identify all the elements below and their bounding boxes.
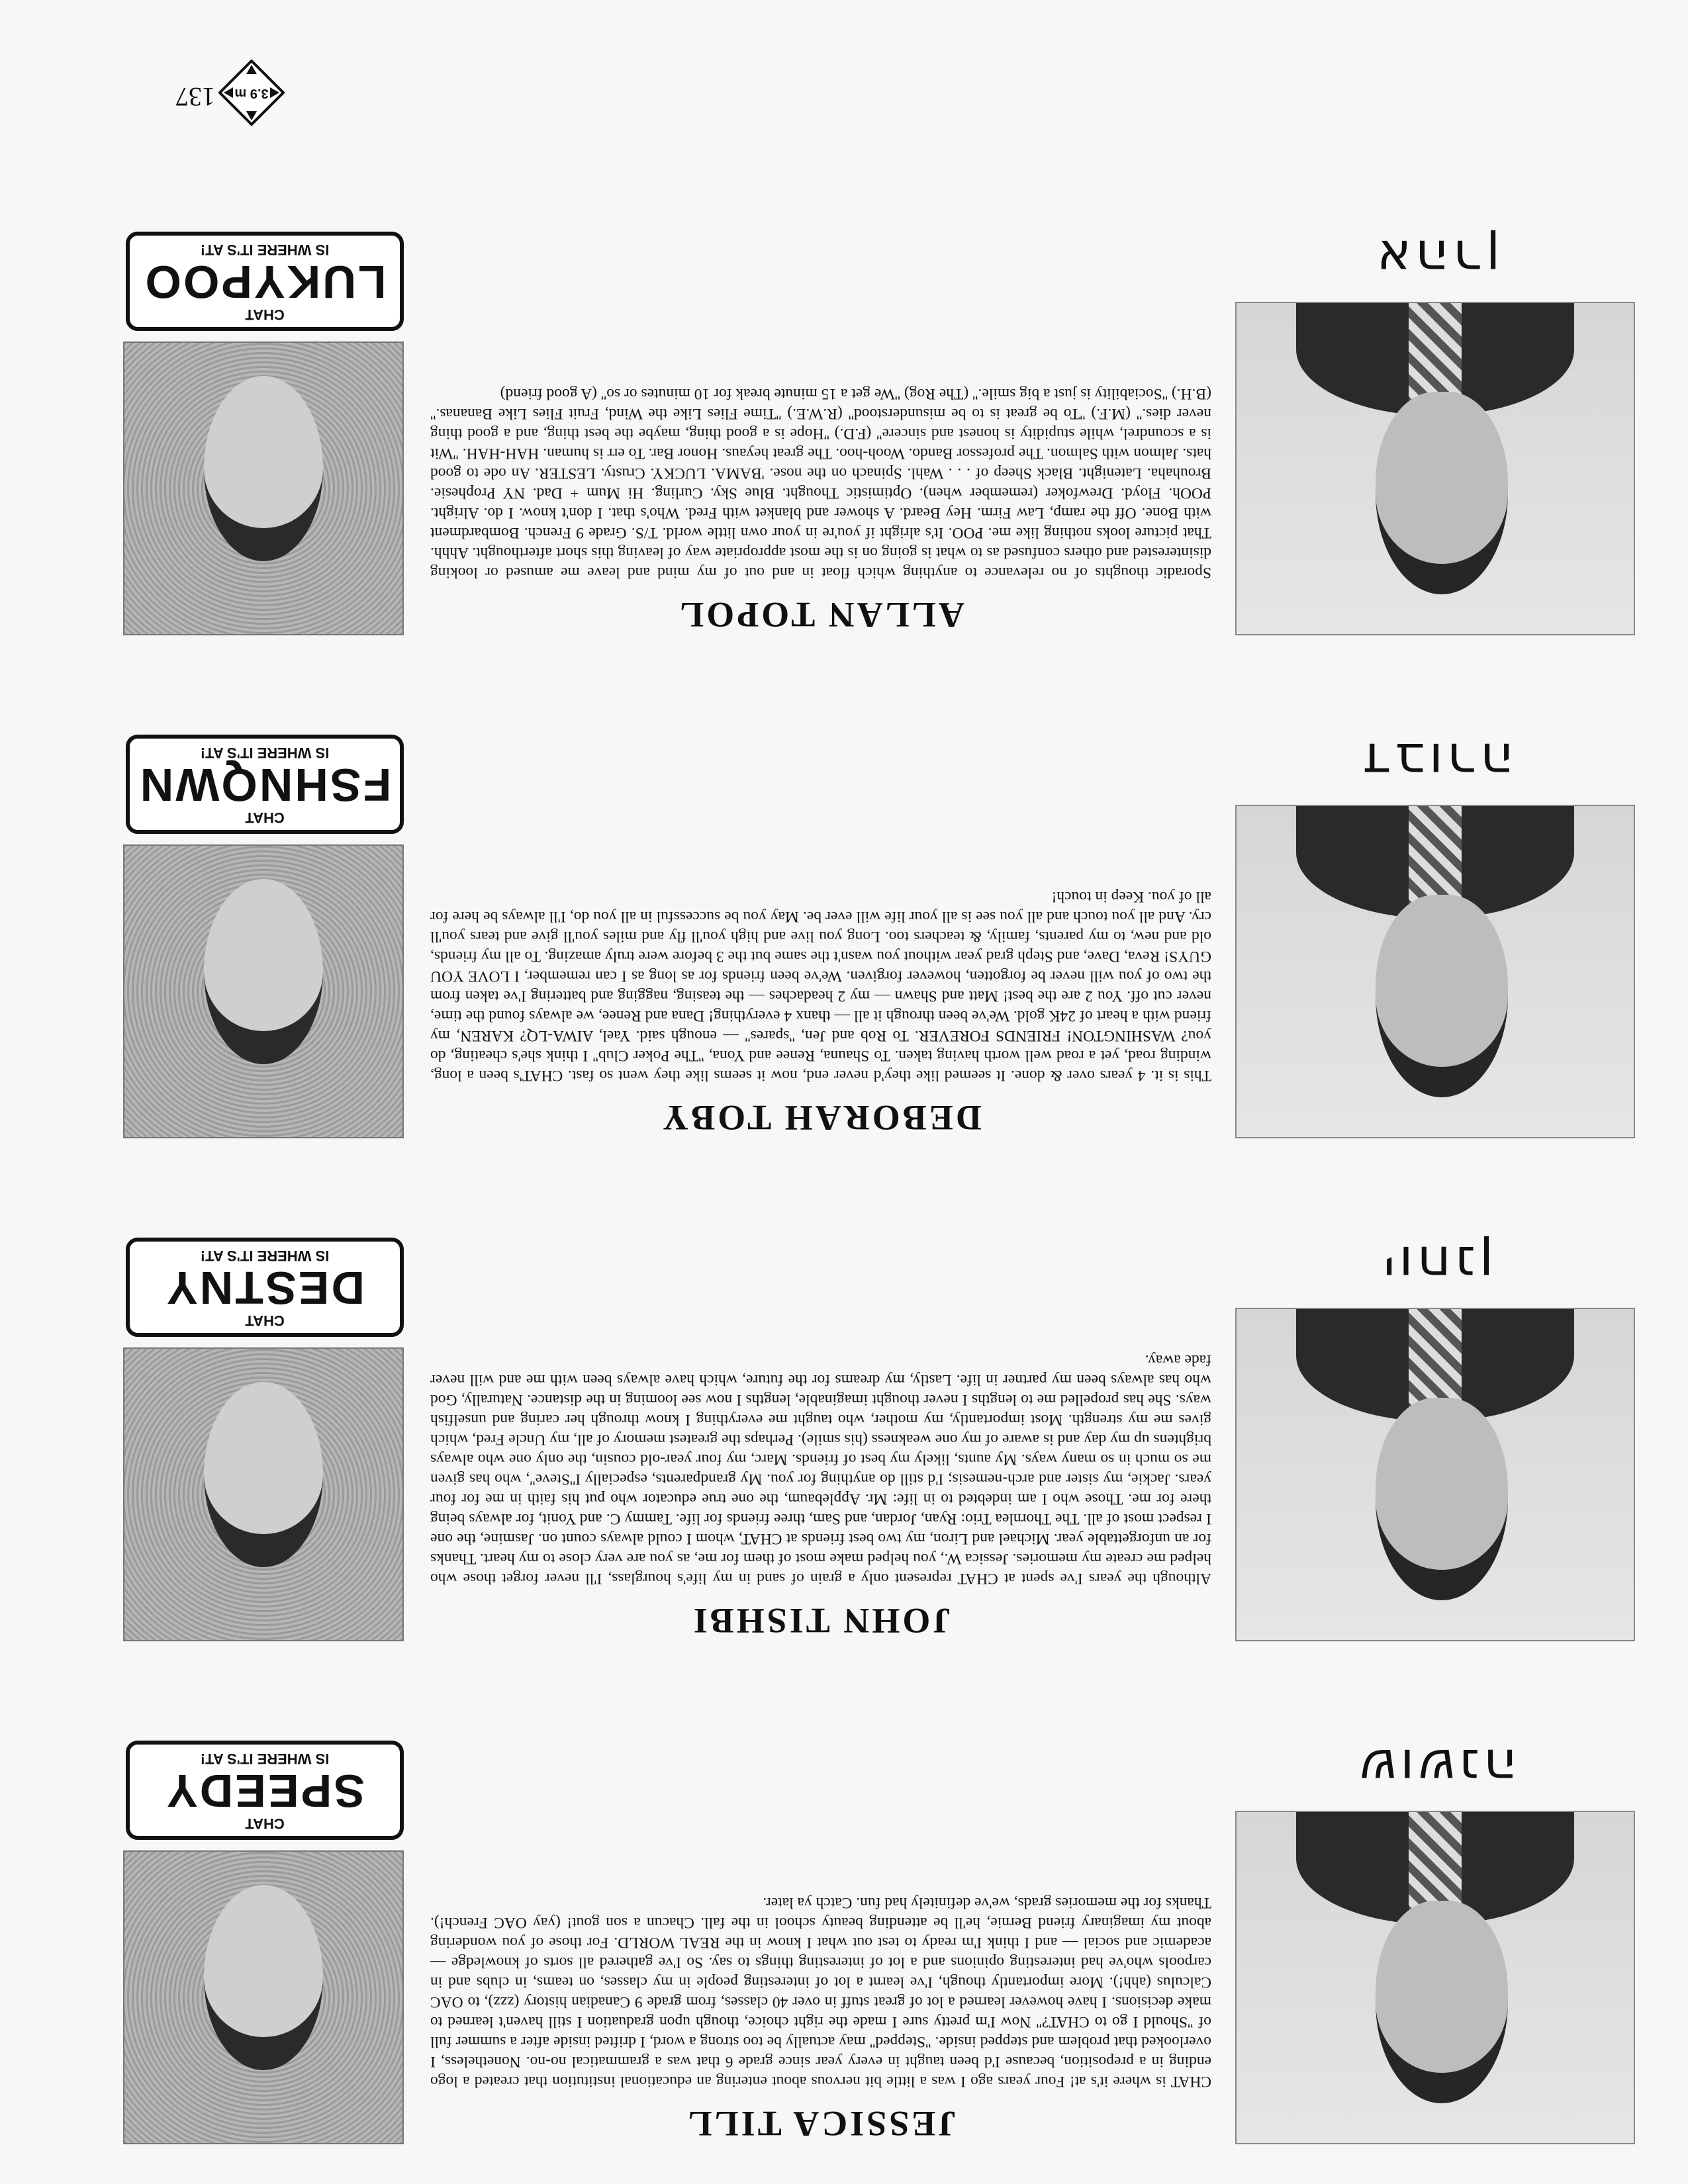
- grad-entry-jessica-till: [0, 1688, 1688, 2158]
- marker-label: 3.9 m: [234, 86, 269, 101]
- license-plate: [126, 1741, 404, 1840]
- plate-top-text: CHAT: [245, 809, 285, 826]
- plate-bottom-text: IS WHERE IT'S AT!: [200, 745, 330, 761]
- plate-nickname: DESTNY: [165, 1262, 365, 1314]
- plate-top-text: CHAT: [245, 306, 285, 323]
- four-way-arrow-icon: [218, 60, 285, 126]
- plate-nickname: SPEEDY: [165, 1765, 365, 1817]
- plate-nickname: FSHNQWN: [138, 759, 392, 811]
- plate-nickname: LUKYPOO: [143, 256, 387, 308]
- grad-entry-allan-topol: [0, 179, 1688, 649]
- hebrew-name: אהרן: [1372, 228, 1501, 288]
- grad-portrait: [1235, 805, 1635, 1138]
- student-bio: Although the years I've spent at CHAT represent only a grain of sand in my life's hourglass, I'll never forget those who helped me create my memories. Jessica W., you helped make most of them for me, as you are very close to my heart. Thanks for an unforgettable year. Michael and Liron, my two best friends at CHAT, whom I could always count on. Jasmine, the one I respect most of all. The Thornlea Trio: Ryan, Jordan, and Sam, three friends for life. Tammy C. and Yonit, for always being there for me. Those who I am indebted to in life: Mr. Applebaum, the one true educator who put his faith in me for four years. Jackie, my sister and arch-nemesis; I'd still do anything for you. My grandparents, especially I''Steve'', who has given me so much in so many ways. My aunts, likely my best of friends. Marc, my four year-old cousin, the only one who always brightens up my day and is aware of my one weakness (his smile). Perhaps the greatest memory of all, my Uncle Fred, which gives me my strength. Most importantly, my mother, who taught me everything I know through her caring and unselfish ways. She has propelled me to lengths I never thought imaginable, lengths I now see looming in the distance. Naturally, God who has always been my partner in life. Lastly, my dreams for the future, which have always been with me and will never fade away.: [430, 1351, 1211, 1587]
- hebrew-name: שושנה: [1356, 1737, 1517, 1797]
- page-number: 137: [175, 82, 215, 112]
- childhood-photo: [123, 844, 404, 1138]
- license-plate: [126, 232, 404, 331]
- childhood-photo: [123, 1347, 404, 1641]
- student-name: JOHN TISHBI: [690, 1601, 951, 1641]
- plate-top-text: CHAT: [245, 1815, 285, 1832]
- hebrew-name: יוחנן: [1379, 1234, 1494, 1294]
- license-plate: [126, 735, 404, 834]
- student-name: DEBORAH TOBY: [660, 1098, 982, 1138]
- plate-bottom-text: IS WHERE IT'S AT!: [200, 242, 330, 258]
- plate-bottom-text: IS WHERE IT'S AT!: [200, 1751, 330, 1767]
- student-bio: This is it. 4 years over & done. It seemed like they'd never end, now it seems like they went so fast. CHAT's been a long, winding road, yet a road well worth having taken. To Shauna, Renee and Yona, ''The Poker Club'' I think she's cheating, do you? WASHINGTON! FRIENDS FOREVER. To Rob and Jen, ''spares'' — enough said. Yael, AIWA-LQ? KAREN, my friend with a heart of 24K gold. We've been through it all — thanx 4 everything! Dana and Renee, we always found the time, never cut off. You 2 are the best! Matt and Shawn — my 2 headaches — the teasing, nagging and battering I've taken from the two of you will never be forgotten, however forgiven. We've been friends for as long as I can remember, I LOVE YOU GUYS! Reva, Dave, and Steph grad year without you wasn't the same but the 3 before were truly amazing. To all my friends, old and new, to my parents, family, & teachers too. Long you live and high you'll fly and miles you'll give and tears you'll cry. And all you touch and all you see is all your life will ever be. May you be successful in all you do, I'll always be here for all of you. Keep in touch!: [430, 888, 1211, 1084]
- student-bio: CHAT is where it's at! Four years ago I was a little bit nervous about entering an educational institution that created a logo ending in a preposition, because I'd been taught in every year since grade 6 that was a grammatical no-no. Nonetheless, I overlooked that problem and stepped inside. ''Stepped'' may actually be too strong a word, I drifted inside after a summer full of ''Should I go to CHAT?'' Now I'm pretty sure I made the right choice, though upon graduation I still haven't learned to make decisions. I have however learned a lot of great stuff in over 40 classes, from grade 9 Canadian history (zzz), to OAC Calculus (ahh!). More importantly though, I've learnt a lot of interesting people in my classes, on teams, in clubs and in carpools who've had interesting opinions and a lot of interesting things to say. So I've gathered all sorts of knowledge — academic and social — and I think I'm ready to test out what I know in the REAL WORLD. For those of you wondering about my imaginary friend Bernie, he'll be attending beauty school in the fall. Chacun a son gout! (yay OAC French!). Thanks for the memories grads, we've definitely had fun. Catch ya later.: [430, 1894, 1211, 2090]
- license-plate: [126, 1238, 404, 1337]
- student-name: ALLAN TOPOL: [677, 595, 964, 635]
- hebrew-name: דבורה: [1359, 731, 1514, 791]
- grad-entry-john-tishbi: [0, 1185, 1688, 1655]
- plate-bottom-text: IS WHERE IT'S AT!: [200, 1248, 330, 1264]
- grad-portrait: [1235, 1308, 1635, 1641]
- grad-portrait: [1235, 302, 1635, 635]
- grad-entry-deborah-toby: [0, 682, 1688, 1152]
- student-name: JESSICA TILL: [685, 2104, 957, 2144]
- student-bio: Sporadic thoughts of no relevance to anything which float in and out of my mind and leave me amused or looking disinterested and others confused as to what is going on is the most appropriate way of leaving this short afterthought. Ahhh. That picture looks nothing like me. POO. It's alright if you're in your own little world. T/S. Grade 9 French. Bombardment with Bone. Off the ramp, Law Firm. Hey Beard. A shower and blanket with Fred. Who's that. I don't know. I do. Alright. POOh. Floyd. Drewfoker (remember when). Optimistic Thought. Blue Sky. Curling. Hi Mum + Dad. NY Prophesie. Brouhaha. Latenight. Black Sheep of . . . Wahl. Spinach on the nose. 'BAMA. LUCKY. Crusty. LESTER. An ode to good hats. Jalmon with Salmon. The professor Bando. Wooh-hoo. The great heyaus. Honor Bar. To err is human. HAH-HAH. ''Wit is a scoundrel, while stupidity is honest and sincere'' (F.D.) ''Hope is a good thing, maybe the best thing, and a good thing never dies.'' (M.F.) ''To be great is to be misunderstood'' (R.W.E.) ''Time Flies Like the Wind, Fruit Flies Like Bananas.'' (B.H.) ''Sociability is just a big smile.'' (The Rog) ''We get a 15 minute break for 10 minutes or so'' (A good friend): [430, 385, 1211, 581]
- grad-portrait: [1235, 1811, 1635, 2144]
- childhood-photo: [123, 341, 404, 635]
- plate-top-text: CHAT: [245, 1312, 285, 1329]
- childhood-photo: [123, 1850, 404, 2144]
